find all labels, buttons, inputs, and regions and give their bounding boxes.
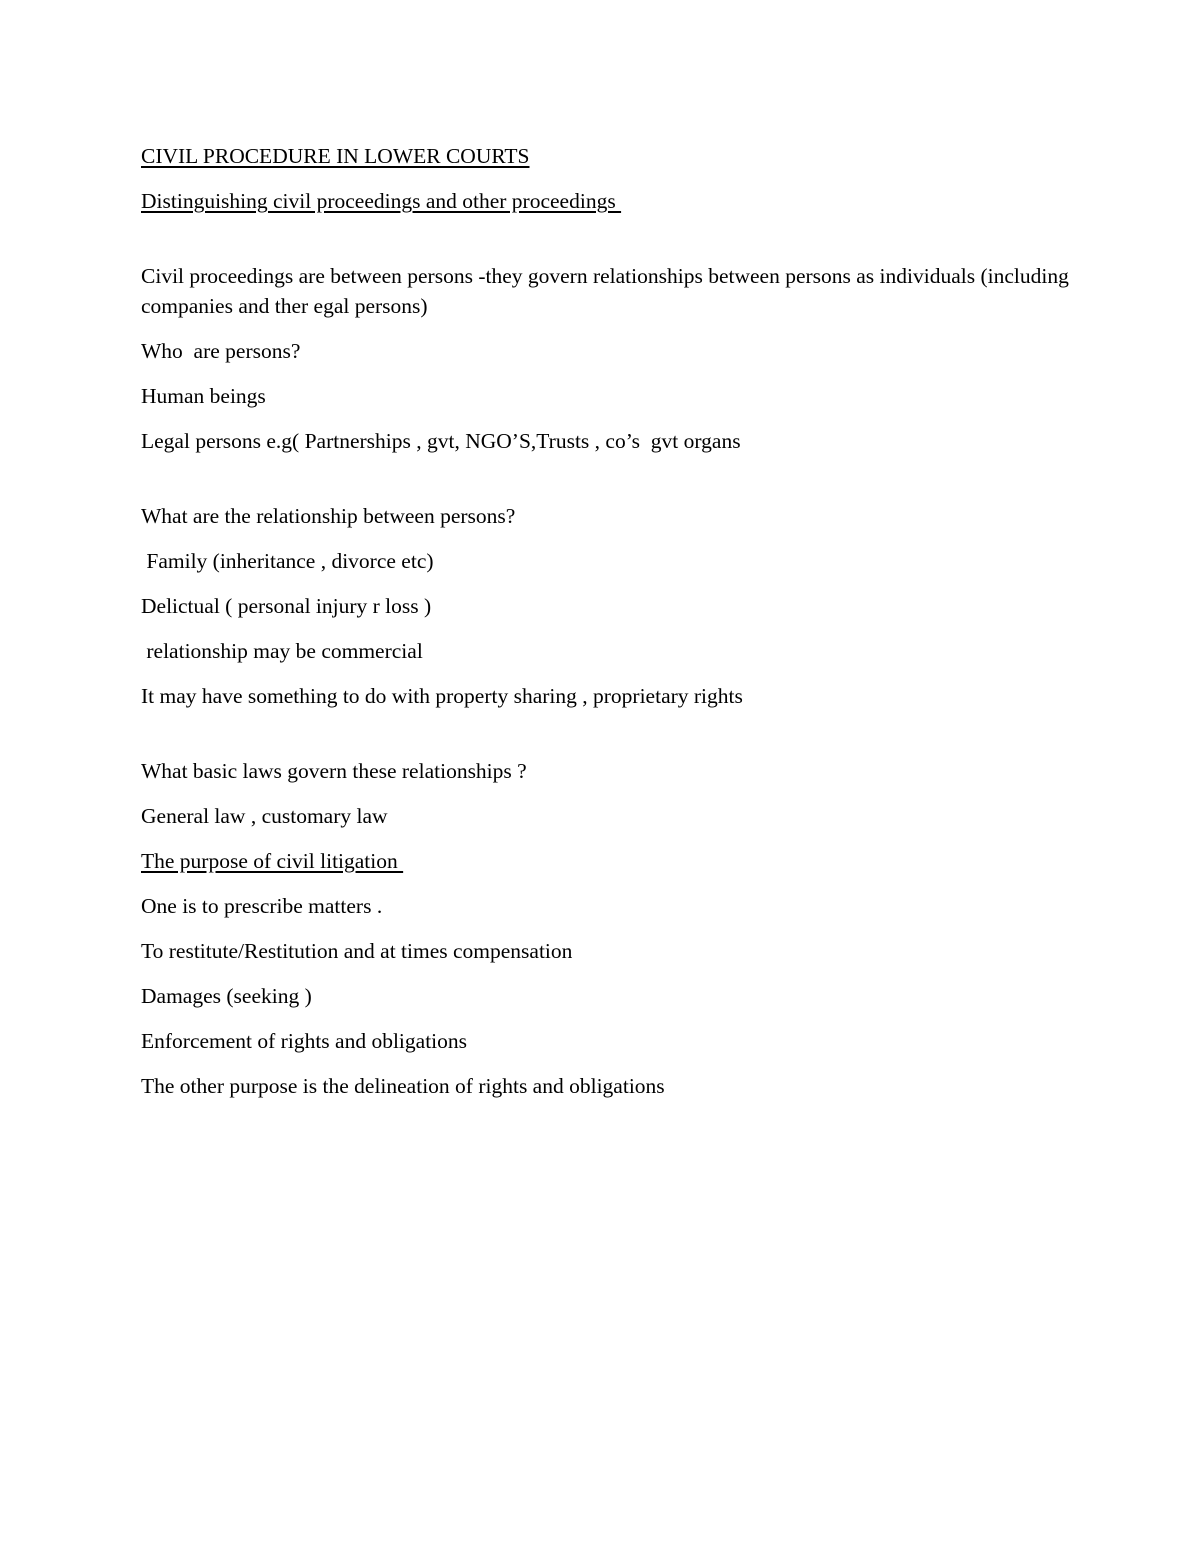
line-legal-persons: Legal persons e.g( Partnerships , gvt, NGO’S,Trusts , co’s gvt organs xyxy=(141,429,741,453)
line-family: Family (inheritance , divorce etc) xyxy=(141,549,434,573)
line-restitute: To restitute/Restitution and at times compensation xyxy=(141,939,573,963)
question-who-are-persons: Who are persons? xyxy=(141,339,301,363)
line-delineation: The other purpose is the delineation of rights and obligations xyxy=(141,1074,665,1098)
line-enforcement: Enforcement of rights and obligations xyxy=(141,1029,468,1053)
document-body xyxy=(141,141,1081,1101)
section-heading-purpose: The purpose of civil litigation xyxy=(141,849,404,873)
line-prescribe: One is to prescribe matters . xyxy=(141,894,383,918)
line-general-law: General law , customary law xyxy=(141,804,388,828)
question-basic-laws: What basic laws govern these relationships ? xyxy=(141,759,527,783)
line-damages: Damages (seeking ) xyxy=(141,984,312,1008)
section-heading-distinguishing: Distinguishing civil proceedings and other proceedings xyxy=(141,189,622,213)
paragraph-civil-proceedings: Civil proceedings are between persons -they govern relationships between persons as individuals (including companies and ther egal persons) xyxy=(141,264,1075,318)
document-title: CIVIL PROCEDURE IN LOWER COURTS xyxy=(141,144,530,168)
question-relationship: What are the relationship between persons? xyxy=(141,504,516,528)
line-property: It may have something to do with property sharing , proprietary rights xyxy=(141,684,743,708)
line-delictual: Delictual ( personal injury r loss ) xyxy=(141,594,432,618)
line-human-beings: Human beings xyxy=(141,384,266,408)
line-commercial: relationship may be commercial xyxy=(141,639,423,663)
